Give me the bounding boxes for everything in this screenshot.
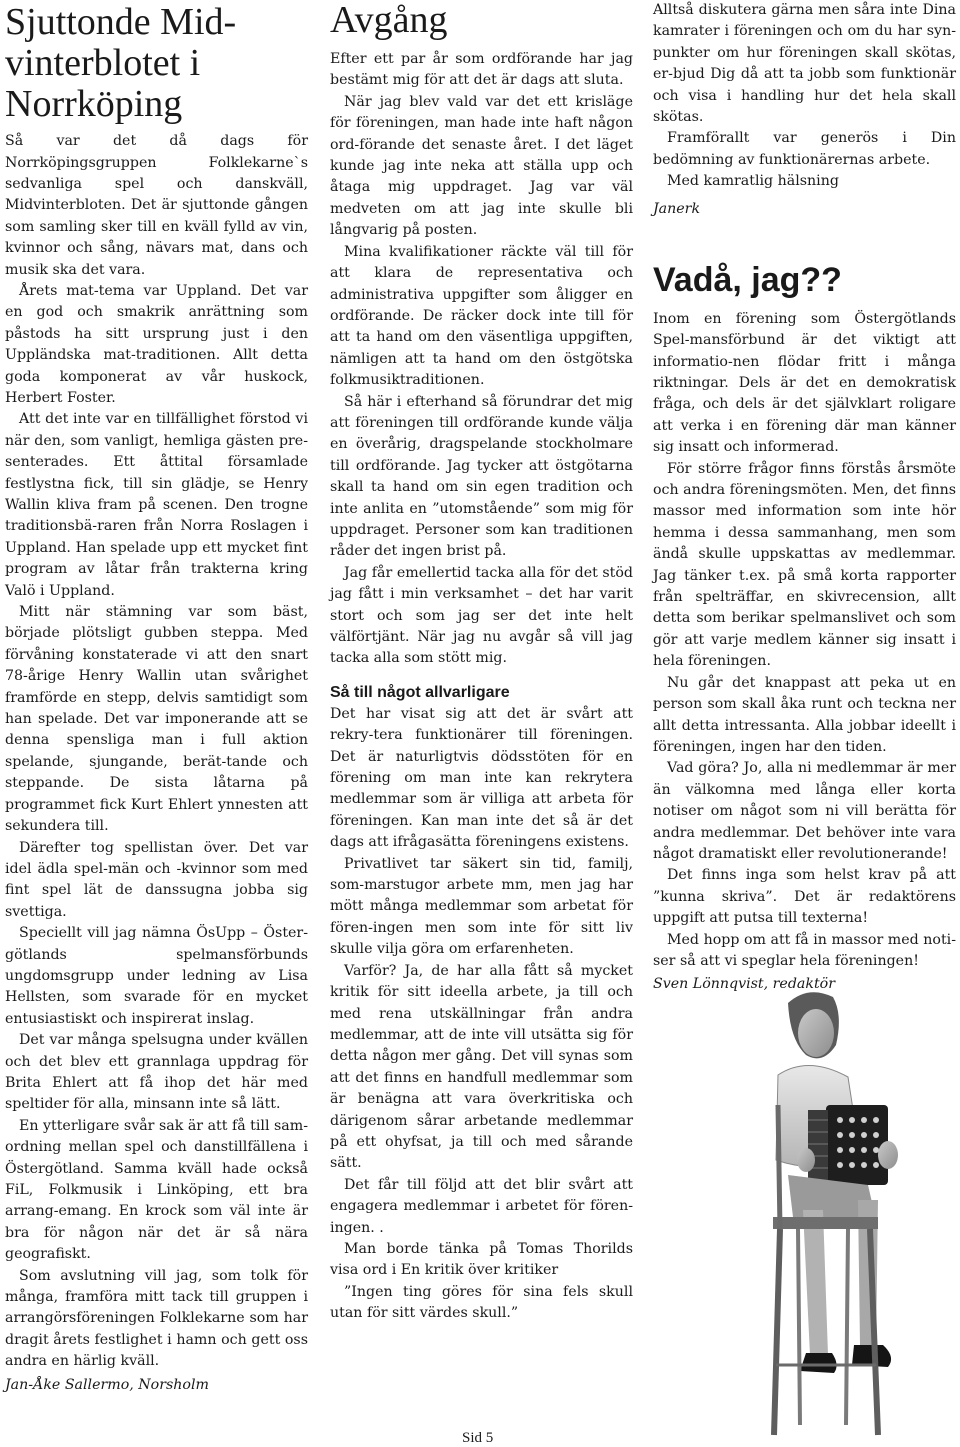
article-signature: Janerk: [653, 200, 701, 217]
paragraph: Årets mat-tema var Uppland. Det var en god och smakrik anrättning som påstods ha sitt ursprung just i den Uppländska mat-traditionen. Allt detta goda komponerat av vår huskock, Herbert Foster.: [5, 282, 308, 406]
paragraph: Med hopp om att få in massor med noti-ser så att vi speglar hela föreningen!: [653, 931, 956, 969]
page-number: Sid 5: [462, 1430, 494, 1446]
paragraph: ”Ingen ting göres för sina fels skull utan för sitt värdes skull.”: [330, 1283, 633, 1322]
paragraph: Nu går det knappast att peka ut en person som skall åka runt och teckna ner allt detta intressanta. Alla jobbar ideellt i föreningen, ingen har den tiden.: [653, 674, 956, 755]
paragraph: Det finns inga som helst krav på att ”kunna skriva”. Det är redaktörens uppgift att putsa till texterna!: [653, 867, 956, 927]
paragraph: Varför? Ja, de har alla fått så mycket kritik för sitt ideella arbete, ja till och med rena utskällningar från andra medlemmar, att de inte vill utsätta sig för detta någon mer gång. Det vill synas som att det finns en handfull medlemmar som är benägna att vara överkritiska och därigenom sårar arbetande medlemmar på ett ohyfsat, ja till och med sårande sätt.: [330, 962, 633, 1172]
paragraph: Framförallt var generös i Din bedömning av funktionärernas arbete.: [653, 130, 956, 168]
paragraph: En ytterligare svår sak är att få till sam-ordning mellan spel och danstillfällena i Östergötland. Samma kväll hade också FiL, Folkmusik i Linköping, ett bra arrang-emang. En krock som väl inte är bra för någon när det är så nära geografiskt.: [5, 1117, 308, 1263]
article-title: Sjuttonde Mid-vinterblotet i Norrköping: [5, 1, 237, 126]
paragraph: Efter ett par år som ordförande har jag bestämt mig för att det är dags att sluta.: [330, 51, 633, 89]
paragraph: Det får till följd att det blir svårt att engagera medlemmar i arbetet för fören-ingen. .: [330, 1176, 633, 1236]
paragraph: Vad göra? Jo, alla ni medlemmar är mer än välkomna med långa eller korta notiser om något som ni vill berätta för andra medlemmar. Det behöver inte vara något dramatiskt eller revolutionerande!: [653, 760, 956, 862]
article-signature: Sven Lönnqvist, redaktör: [653, 976, 835, 993]
article-avgang-continued: [653, 0, 956, 220]
article-title: Vadå, jag??: [653, 261, 842, 300]
paragraph: Privatlivet tar säkert sin tid, familj, som-marstugor arbete mm, men jag har mött många medlemmar som arbetat för fören-ingen men som inte för sitt liv skulle vilja göra om erfarenheten.: [330, 855, 633, 958]
paragraph: Därefter tog spellistan över. Det var idel ädla spel-män och -kvinnor som med fint spel lät de danssugna jobba sig svettiga.: [5, 839, 308, 920]
article-signature: Jan-Åke Sallermo, Norsholm: [5, 1376, 209, 1393]
subheading: Så till något allvarligare: [330, 683, 510, 701]
paragraph: Inom en förening som Östergötlands Spel-mansförbund är det viktigt att informatio-nen flödar fritt i många riktningar. Dels är det en demokratisk fråga, och dels är det självklart roligare att verka i en förening där man känner sig insatt och informerad.: [653, 310, 956, 456]
paragraph: Mina kvalifikationer räckte väl till för att klara de representativa och administrativa uppgifter som åligger en ordförande. De räcker dock inte till för att ta hand om den väsentliga uppgiften, nämligen att ta hand om den östgötska folkmusiktraditionen.: [330, 243, 633, 389]
accordion-player-photo: [748, 985, 913, 1445]
article-title: Avgång: [330, 0, 448, 41]
paragraph: När jag blev vald var det ett krisläge för föreningen, man hade inte haft någon ord-förande det senaste året. I det läget kunde jag inte neka att ställa upp och åtaga mig uppdraget. Jag var väl medveten om att jag inte skulle bli långvarig på posten.: [330, 93, 633, 239]
paragraph: Så var det då dags för Norrköpingsgruppen Folklekarne`s sedvanliga spel och danskväll, Midvinterbloten. Det är sjuttonde gången som samling sker till en kväll fylld av vin, kvinnor och sång, nävars mat, dans och musik ska det vara.: [5, 133, 308, 278]
paragraph: Jag får emellertid tacka alla för det stöd jag fått i min verksamhet – det har varit stort och som jag ser det inte helt välförtjänt. När jag nu avgår så vill jag tacka alla som stött mig.: [330, 564, 633, 667]
paragraph: Det var många spelsugna under kvällen och det blev ett grannlaga uppdrag för Brita Ehlert att få ihop det här med speltider för alla, minsann inte så lätt.: [5, 1032, 308, 1113]
paragraph: För större frågor finns förstås årsmöte och andra föreningsmöten. Men, det finns massor med information som inte hör hemma i dessa sammanhang, men som ändå skulle uppskattas av medlemmar. Jag tänker t.ex. på små korta rapporter från spelträffar, en skivrecension, allt detta som berikar spelmanslivet och som gör att varje medlem känner sig insatt i hela föreningen.: [653, 460, 956, 670]
article-vada-jag: [653, 262, 956, 996]
paragraph: Man borde tänka på Tomas Thorilds visa ord i En kritik över kritiker: [330, 1240, 633, 1279]
article-midvinterblotet: [5, 0, 308, 1396]
paragraph: Att det inte var en tillfällighet förstod vi när den, som vanligt, hemliga gästen pre-senterades. Ett åttital församlade festlystna fick, till sin glädje, se Henry Wallin kliva fram på scenen. Den trogne traditionsbä-raren från Norra Roslagen i Uppland. Han spelade upp ett mycket fint program av låtar från trakterna kring Valö i Uppland.: [5, 411, 308, 599]
paragraph: Speciellt vill jag nämna ÖsUpp – Öster-götlands spelmansförbunds ungdomsgrupp under ledning av Lisa Hellsten, som svarade för en mycket entusiastiskt och inspirerat inslag.: [5, 925, 308, 1027]
paragraph: Så här i efterhand så förundrar det mig att föreningen till ordförande kunde välja en överårig, dragspelande stockholmare till ordförande. Jag tycker att östgötarna skall ta hand om sin egen tradition och inte anlita en ”utomstående” som mig för uppdraget. Personer som kan traditionen råder det ingen brist på.: [330, 393, 633, 560]
paragraph: Som avslutning vill jag, som tolk för många, framföra mitt tack till gruppen i arrangörsföreningen Folklekarne som har dragit årets festlighet i hamn och gett oss andra en härlig kväll.: [5, 1267, 308, 1370]
paragraph: Alltså diskutera gärna men såra inte Dina kamrater i föreningen och om du har syn-punkter om hur föreningen skall skötas, er-bjud Dig då att ta jobb som funktionär och visa i handling hur det hela skall skötas.: [653, 2, 956, 126]
article-avgang: [330, 0, 633, 1325]
column-right: [653, 0, 956, 996]
paragraph: Med kamratlig hälsning: [667, 173, 839, 190]
paragraph: Det har visat sig att det är svårt att rekry-tera funktionärer till föreningen. Det är naturligtvis dödsstöten för en förening om man inte kan rekrytera medlemmar som är villiga att arbeta för föreningen. Kan man inte det så är det dags att ifrågasätta föreningens existens.: [330, 705, 633, 851]
paragraph: Mitt när stämning var som bäst, började plötsligt gubben steppa. Med förvåning konstaterade vi att den snart 78-årige Henry Wallin utan svårighet framförde en stepp, delvis samtidigt som han spelade. Det var imponerande att se denna spensliga man i full aktion spelande, sjungande, berät-tande och steppande. De sista låtarna på programmet fick Kurt Ehlert ynnesten att sekundera till.: [5, 604, 308, 835]
